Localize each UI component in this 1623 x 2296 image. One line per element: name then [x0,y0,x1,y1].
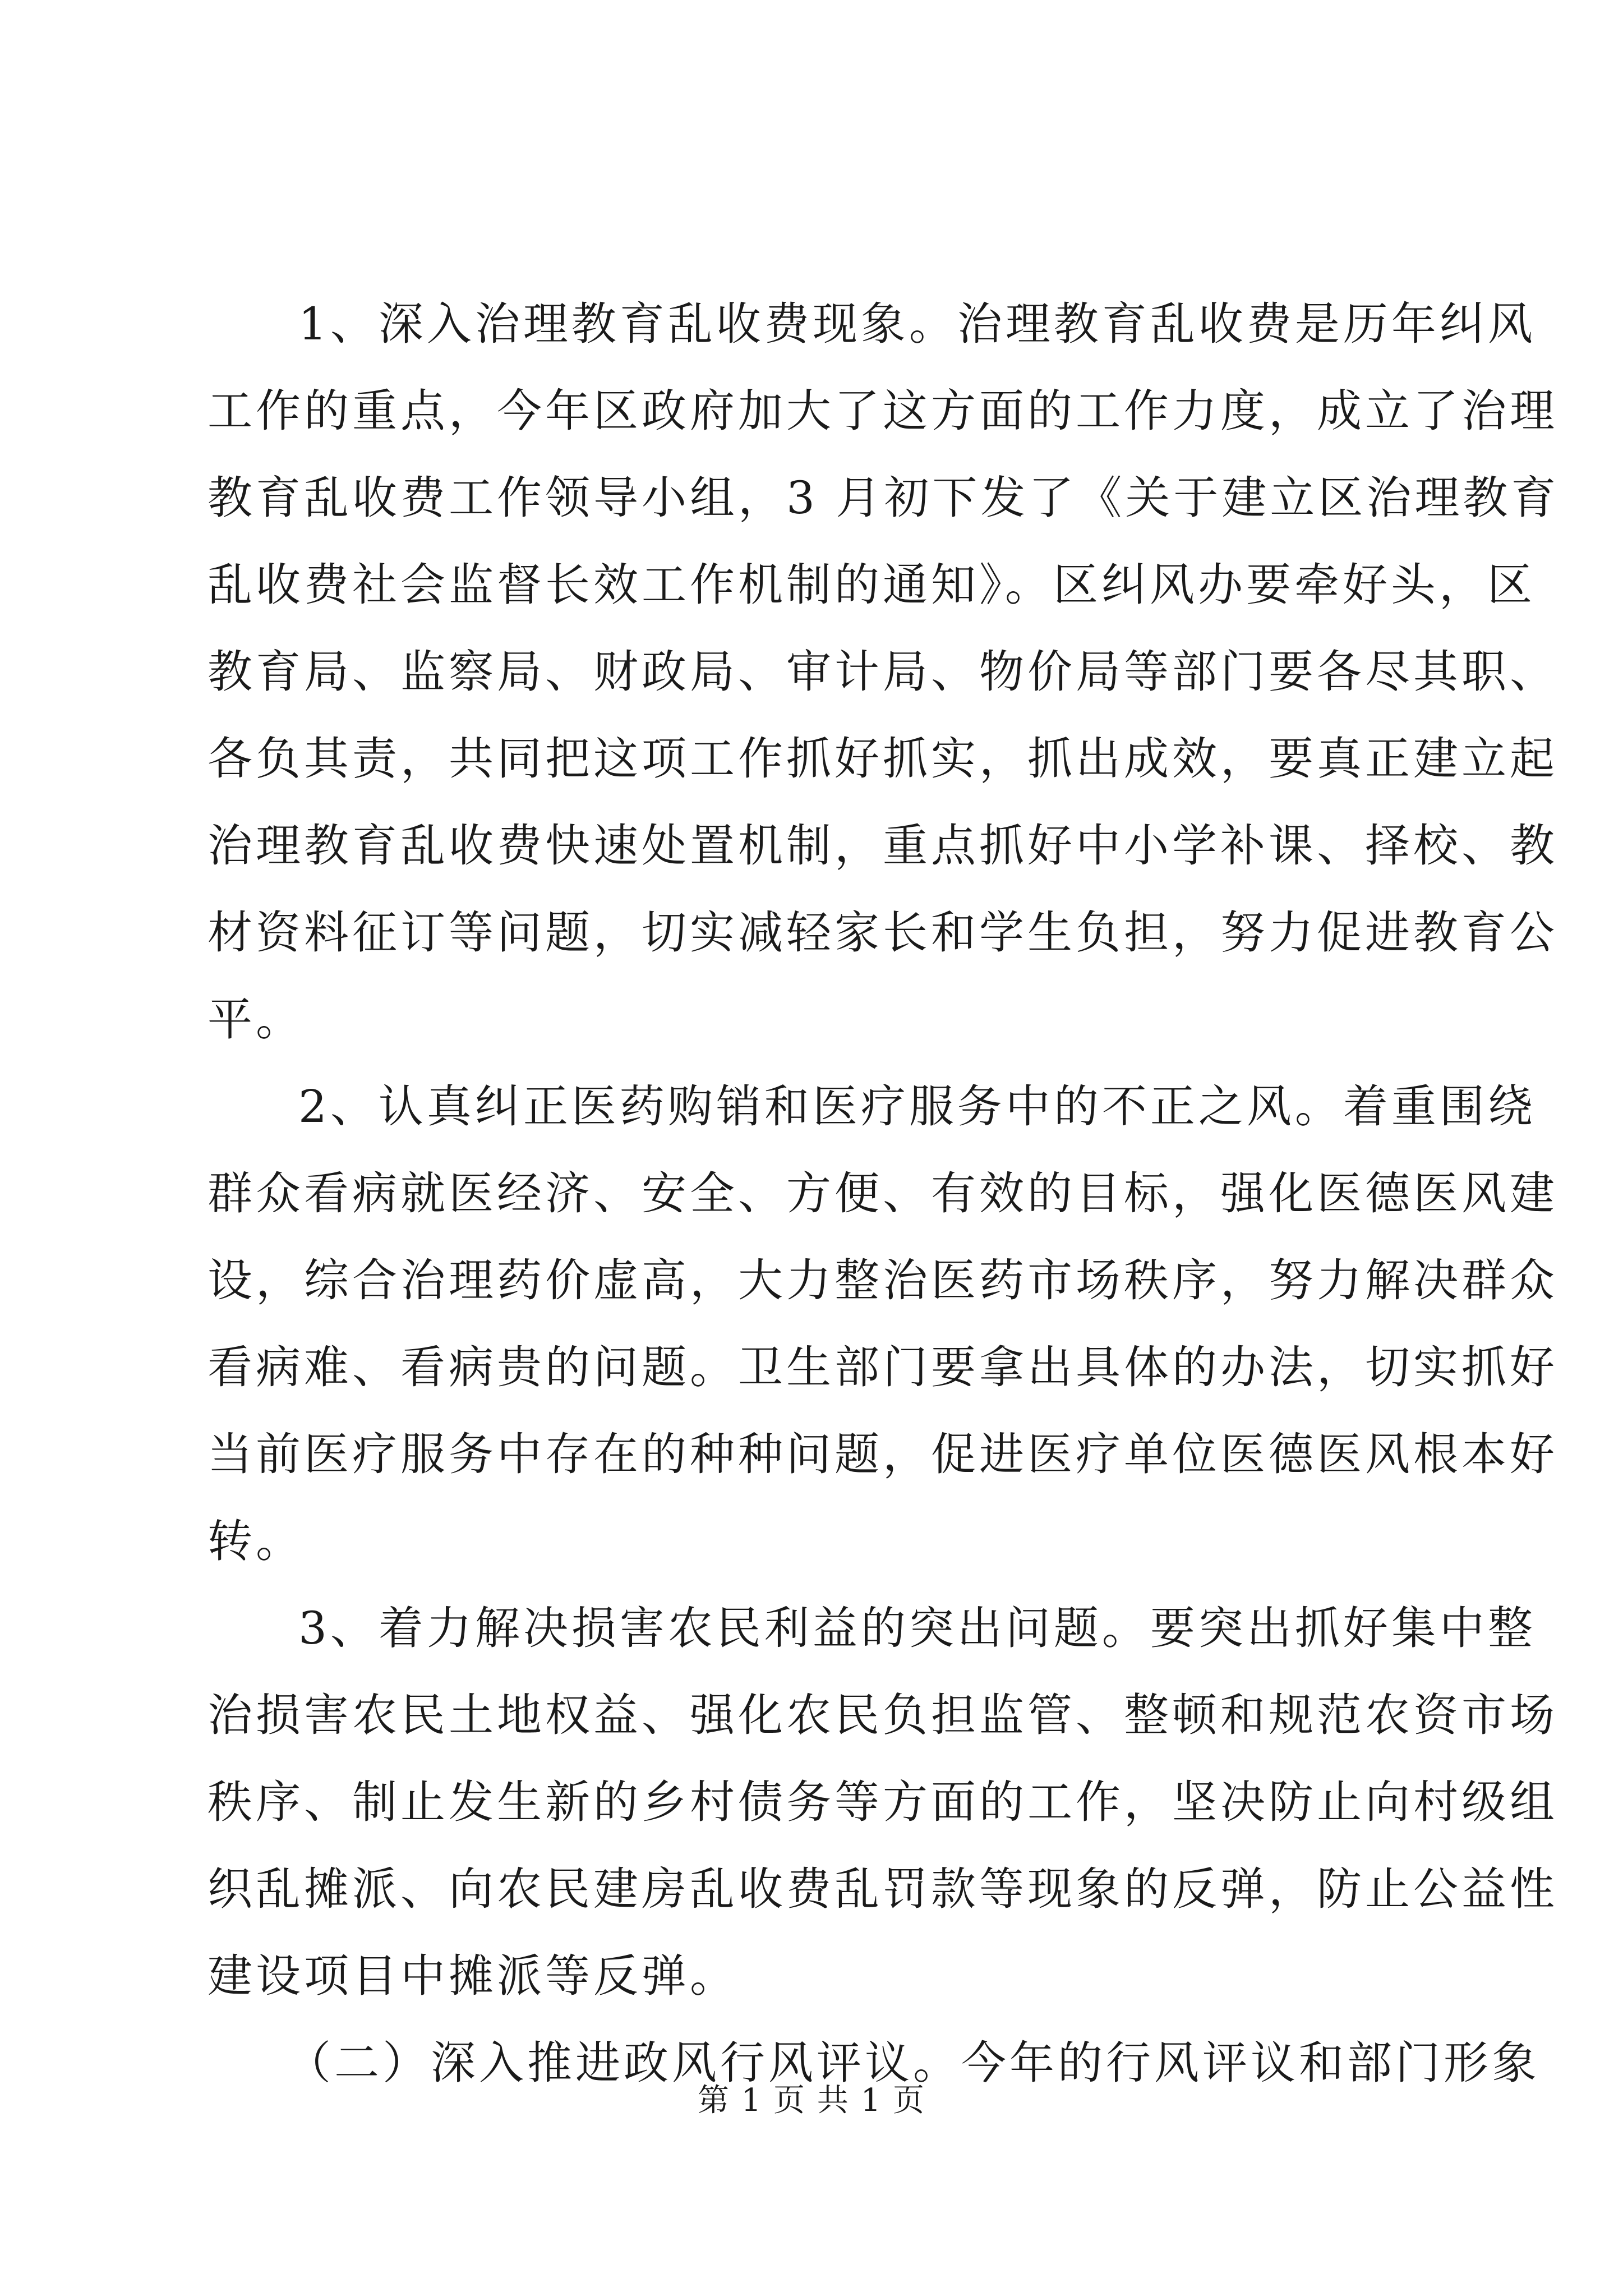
text-line: 教育局、监察局、财政局、审计局、物价局等部门要各尽其职、 [208,646,1558,698]
text-line: 秩序、制止发生新的乡村债务等方面的工作，坚决防止向村级组 [208,1776,1558,1828]
text-line: 2、认真纠正医药购销和医疗服务中的不正之风。着重围绕 [298,1080,1536,1133]
text-line: 各负其责，共同把这项工作抓好抓实，抓出成效，要真正建立起 [208,733,1558,785]
text-line: 群众看病就医经济、安全、方便、有效的目标，强化医德医风建 [208,1167,1558,1220]
text-line: 材资料征订等问题，切实减轻家长和学生负担，努力促进教育公 [208,907,1558,959]
text-line: 治损害农民土地权益、强化农民负担监管、整顿和规范农资市场 [208,1689,1558,1741]
paragraph-2 [208,1063,1558,1585]
text-line: 设，综合治理药价虚高，大力整治医药市场秩序，努力解决群众 [208,1254,1558,1306]
text-line: 工作的重点，今年区政府加大了这方面的工作力度，成立了治理 [208,385,1558,437]
text-line: 织乱摊派、向农民建房乱收费乱罚款等现象的反弹，防止公益性 [208,1863,1558,1915]
paragraph-1 [208,280,1560,1063]
text-line: 治理教育乱收费快速处置机制，重点抓好中小学补课、择校、教 [208,820,1558,872]
text-line: 乱收费社会监督长效工作机制的通知》。区纠风办要牵好头，区 [208,559,1536,611]
text-line: 当前医疗服务中存在的种种问题，促进医疗单位医德医风根本好 [208,1428,1558,1480]
text-line: 看病难、看病贵的问题。卫生部门要拿出具体的办法，切实抓好 [208,1341,1558,1393]
text-line: 教育乱收费工作领导小组，3 月初下发了《关于建立区治理教育 [208,472,1560,524]
text-line: 3、着力解决损害农民利益的突出问题。要突出抓好集中整 [298,1602,1536,1654]
text-line: 建设项目中摊派等反弹。 [208,1950,738,2002]
page-number-footer: 第 1 页 共 1 页 [697,2082,926,2119]
text-line: 平。 [208,993,304,1046]
text-line: 转。 [208,1515,304,1567]
text-line: （二）深入推进政风行风评议。今年的行风评议和部门形象 [286,2037,1540,2089]
paragraph-3 [208,1585,1558,2019]
document-body [208,280,1560,2106]
text-line: 1、深入治理教育乱收费现象。治理教育乱收费是历年纠风 [298,298,1536,350]
